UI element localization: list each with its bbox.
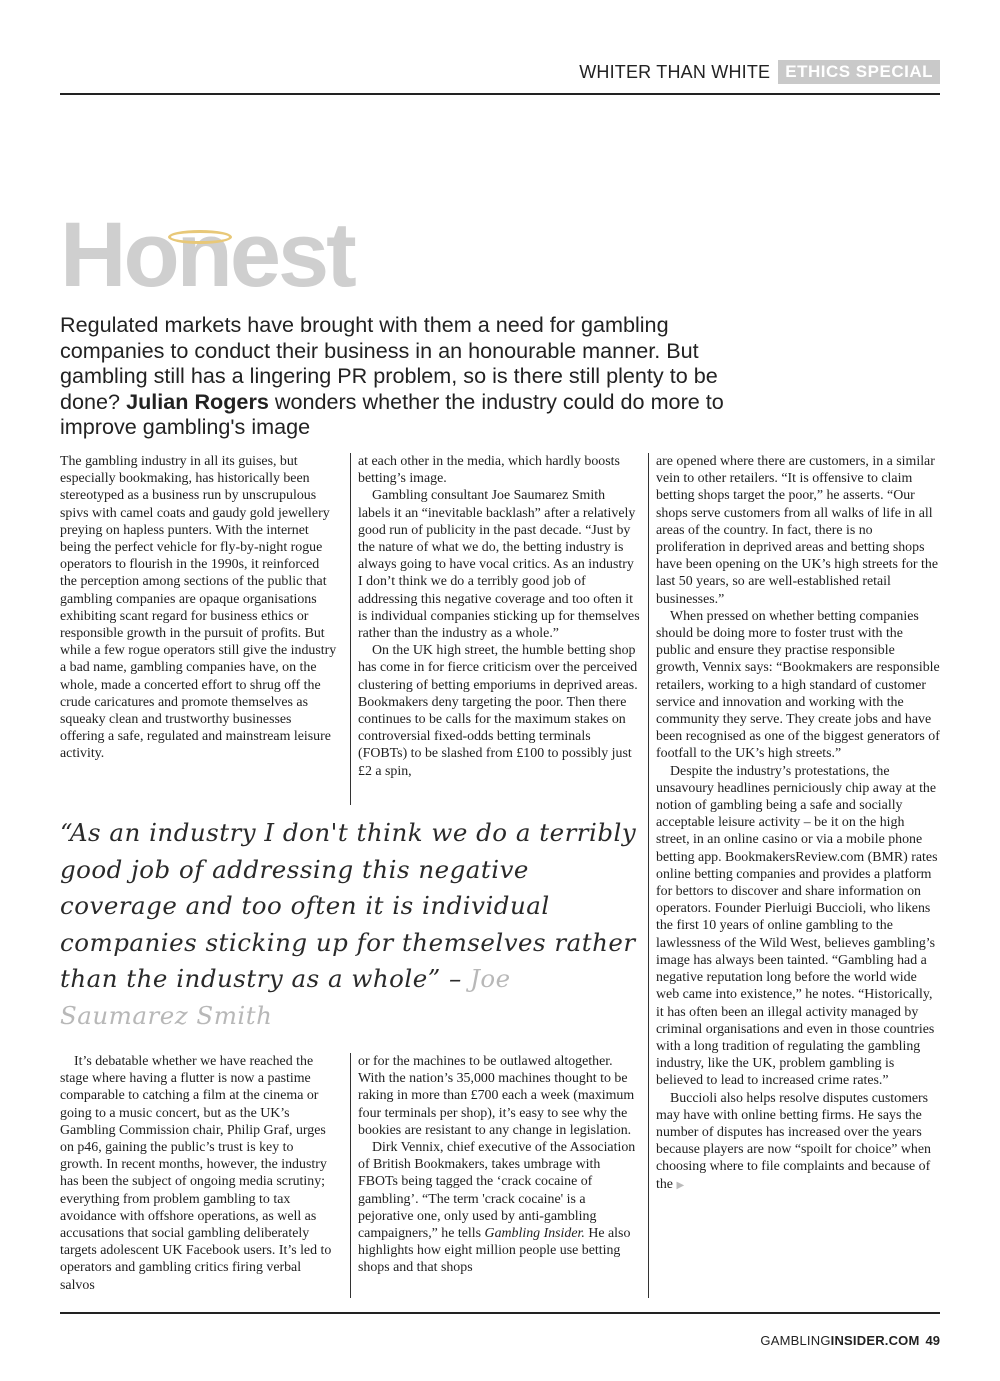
standfirst <box>60 312 760 440</box>
paragraph: Gambling consultant Joe Saumarez Smith labels it an “inevitable backlash” after a relatively good run of publicity in the past decade. “Just by the nature of what we do, the betting industry is always going to have vocal critics. As an industry I don’t think we do a terribly good job of addressing this negative coverage and too often it is individual companies sticking up for themselves rather than the industry as a whole.” <box>358 488 640 642</box>
pull-quote-text: “As an industry I don't think we do a terribly good job of addressing this negative coverage and too often it is individual companies sticking up for themselves rather than the industry as a whole” – <box>60 818 637 993</box>
paragraph: are opened where there are customers, in a similar vein to other retailers. “It is offensive to claim betting shops target the poor,” he asserts. “Our shops serve customers from all walks of life in all areas of the country. In fact, there is no proliferation in deprived areas and betting shops have been opening on the UK’s high streets for the last 50 years, so are well-established retail businesses.” <box>656 454 938 607</box>
column-1-top <box>60 453 338 763</box>
headline-block <box>60 204 390 310</box>
paragraph: On the UK high street, the humble betting shop has come in for fierce criticism over the perceived clustering of betting emporiums in deprived areas. Bookmakers deny targeting the poor. Then there continues to be calls for the maximum stakes on controversial fixed-odds betting terminals (FOBTs) to be slashed from £100 to possibly just £2 a spin, <box>358 643 638 779</box>
section-title: WHITER THAN WHITE <box>579 61 771 82</box>
paragraph: at each other in the media, which hardly boosts betting’s image. <box>358 454 620 487</box>
footer <box>760 1333 940 1348</box>
paragraph: It’s debatable whether we have reached the stage where having a flutter is now a pastime comparable to catching a film at the cinema or going to a music concert, but as the UK’s Gambling Commission chair, Philip Graf, urges on p46, gaining the public’s trust is key to growth. In recent months, however, the industry has been the subject of ongoing media scrutiny; everything from problem gambling to tax avoidance with offshore operations, as well as accusations that social gambling deliberately targets adolescent UK Facebook users. It’s led to operators and gambling critics firing verbal salvos <box>60 1054 332 1293</box>
column-divider <box>350 1053 351 1298</box>
pull-quote <box>60 815 640 1034</box>
headline: Honest <box>60 204 354 306</box>
footer-brand <box>760 1333 919 1348</box>
column-3 <box>656 453 940 1194</box>
continue-arrow-icon: ▶ <box>676 1179 685 1191</box>
paragraph: When pressed on whether betting companies should be doing more to foster trust with the public and ensure they practise responsible growth, Vennix says: “Bookmakers are responsible retailers, working to a high standard of customer service and innovation and working with the community they serve. They create jobs and have been recognised as one of the biggest generators of footfall to the UK’s high streets.” <box>656 608 940 762</box>
running-header <box>579 58 940 86</box>
column-2-top <box>358 453 640 780</box>
footer-brand-bold: INSIDER.COM <box>830 1333 920 1348</box>
top-rule <box>60 93 940 95</box>
paragraph: The gambling industry in all its guises, but especially bookmaking, has historically been stereotyped as a business run by unscrupulous spivs with camel coats and gaudy gold jewellery preying on hapless punters. With the internet being the perfect vehicle for fly-by-night rogue operators to flourish in the 1990s, it reinforced the perception among sections of the public that gambling companies are opaque organisations exhibiting scant regard for business ethics or responsible growth in the pursuit of profits. But while a few rogue operators still give the industry a bad name, gambling companies have, on the whole, made a concerted effort to shrug off the crude caricatures and promote themselves as squeaky clean and trustworthy businesses offering a safe, regulated and mainstream leisure activity. <box>60 454 337 762</box>
standfirst-lead: Regulated markets have brought with them a need for gambling companies to conduct their business in an honourable manner. But gambling still has a lingering PR problem, so is there still plenty to be done? <box>60 312 718 414</box>
bottom-rule <box>60 1312 940 1314</box>
paragraph <box>358 1139 640 1277</box>
column-2-bottom <box>358 1053 640 1277</box>
paragraph: Despite the industry’s protestations, the unsavoury headlines perniciously chip away at the notion of gambling being a safe and socially acceptable leisure activity – be it on the high street, in an online casino or via a mobile phone betting app. BookmakersReview.com (BMR) rates online betting companies and provides a platform for bettors to discover and share information on operators. Founder Pierluigi Buccioli, who likens the first 10 years of online gambling to the lawlessness of the Wild West, believes gambling’s image has always been tainted. “Gambling had a negative reputation long before the world wide web came into existence,” he notes. “Historically, it has often been an illegal activity managed by criminal organisations and even in those countries with a long tradition of regulating the gambling industry, like the UK, problem gambling is believed to lead to increased crime rates.” <box>656 763 938 1089</box>
column-1-bottom <box>60 1053 338 1294</box>
page-number: 49 <box>925 1333 940 1348</box>
pull-quote-attribution: Joe Saumarez Smith <box>60 964 511 1030</box>
paragraph-text: He also highlights how eight million people use betting shops and that shops <box>358 1226 631 1276</box>
author-name: Julian Rogers <box>126 388 269 414</box>
paragraph-text: Dirk Vennix, chief executive of the Association of British Bookmakers, takes umbrage with FBOTs being tagged the ‘crack cocaine of gambling’. “The term 'crack cocaine' is a pejorative one, only used by anti-gambling campaigners,” he tells <box>358 1140 636 1242</box>
section-badge: ETHICS SPECIAL <box>778 60 940 84</box>
column-divider <box>648 453 649 1298</box>
publication-name: Gambling Insider. <box>484 1226 585 1242</box>
paragraph: or for the machines to be outlawed altogether. With the nation’s 35,000 machines thought to be raking in more than £700 each a week (maximum four terminals per shop), it’s easy to see why the bookies are resistant to any change in legislation. <box>358 1054 635 1138</box>
column-divider <box>350 453 351 805</box>
footer-brand-part: GAMBLING <box>760 1333 831 1348</box>
paragraph <box>656 1090 940 1194</box>
paragraph-text: Buccioli also helps resolve disputes customers may have with online betting firms. He says the number of disputes has increased over the years because players are now “spoilt for choice” when choosing where to file complaints and because of the <box>656 1090 931 1192</box>
halo-icon <box>168 230 232 244</box>
standfirst-tail: wonders whether the industry could do more to improve gambling's image <box>60 388 724 439</box>
